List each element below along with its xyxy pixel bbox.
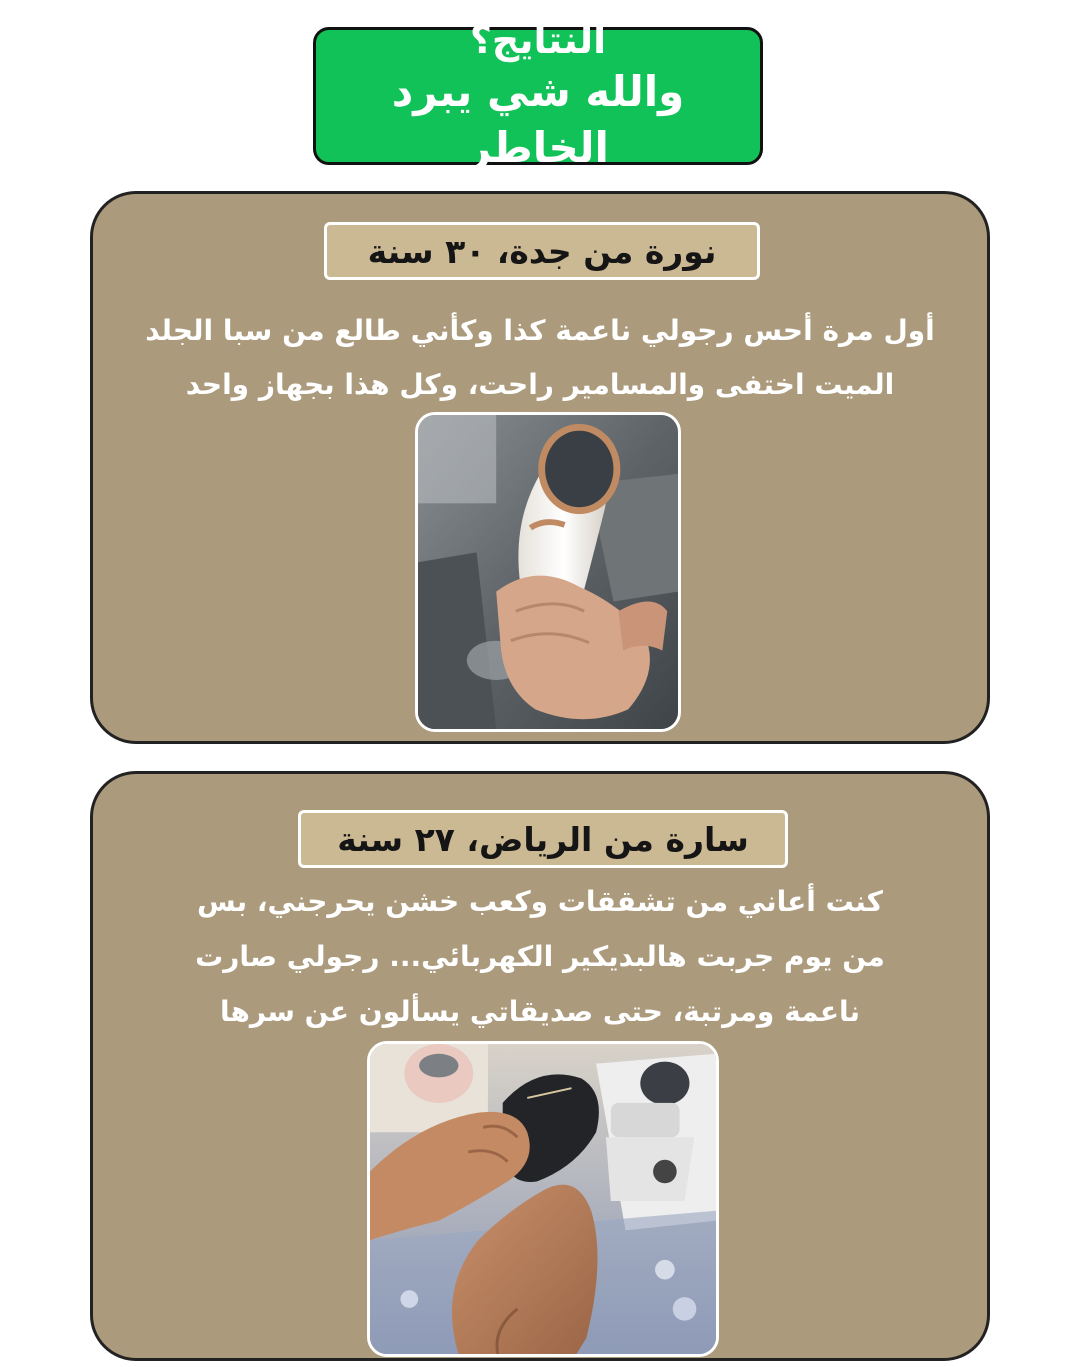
testimonial-photo — [367, 1041, 719, 1357]
testimonial-author: سارة من الرياض، ٢٧ سنة — [298, 810, 788, 868]
testimonial-text — [123, 304, 957, 412]
testimonial-line: ناعمة ومرتبة، حتى صديقاتي يسألون عن سرها — [220, 995, 860, 1028]
header-subtitle: والله شي يبرد الخاطر — [391, 67, 685, 172]
testimonial-line: الميت اختفى والمسامير راحت، وكل هذا بجهاز واحد — [185, 368, 895, 401]
testimonial-card-1 — [90, 191, 990, 744]
results-header — [313, 18, 763, 172]
pedicure-device-on-foot-image — [370, 1044, 716, 1354]
testimonial-card-2 — [90, 771, 990, 1361]
testimonial-line: أول مرة أحس رجولي ناعمة كذا وكأني طالع من سبا الجلد — [145, 314, 935, 347]
testimonial-line: كنت أعاني من تشققات وكعب خشن يحرجني، بس — [197, 885, 883, 918]
testimonial-photo — [415, 412, 681, 732]
header-title: النتايج؟ — [469, 18, 607, 62]
testimonial-line: من يوم جربت هالبديكير الكهربائي... رجولي صارت — [195, 940, 885, 973]
pedicure-device-in-hand-image — [418, 415, 678, 729]
testimonial-author: نورة من جدة، ٣٠ سنة — [324, 222, 760, 280]
testimonial-text — [123, 874, 957, 1039]
